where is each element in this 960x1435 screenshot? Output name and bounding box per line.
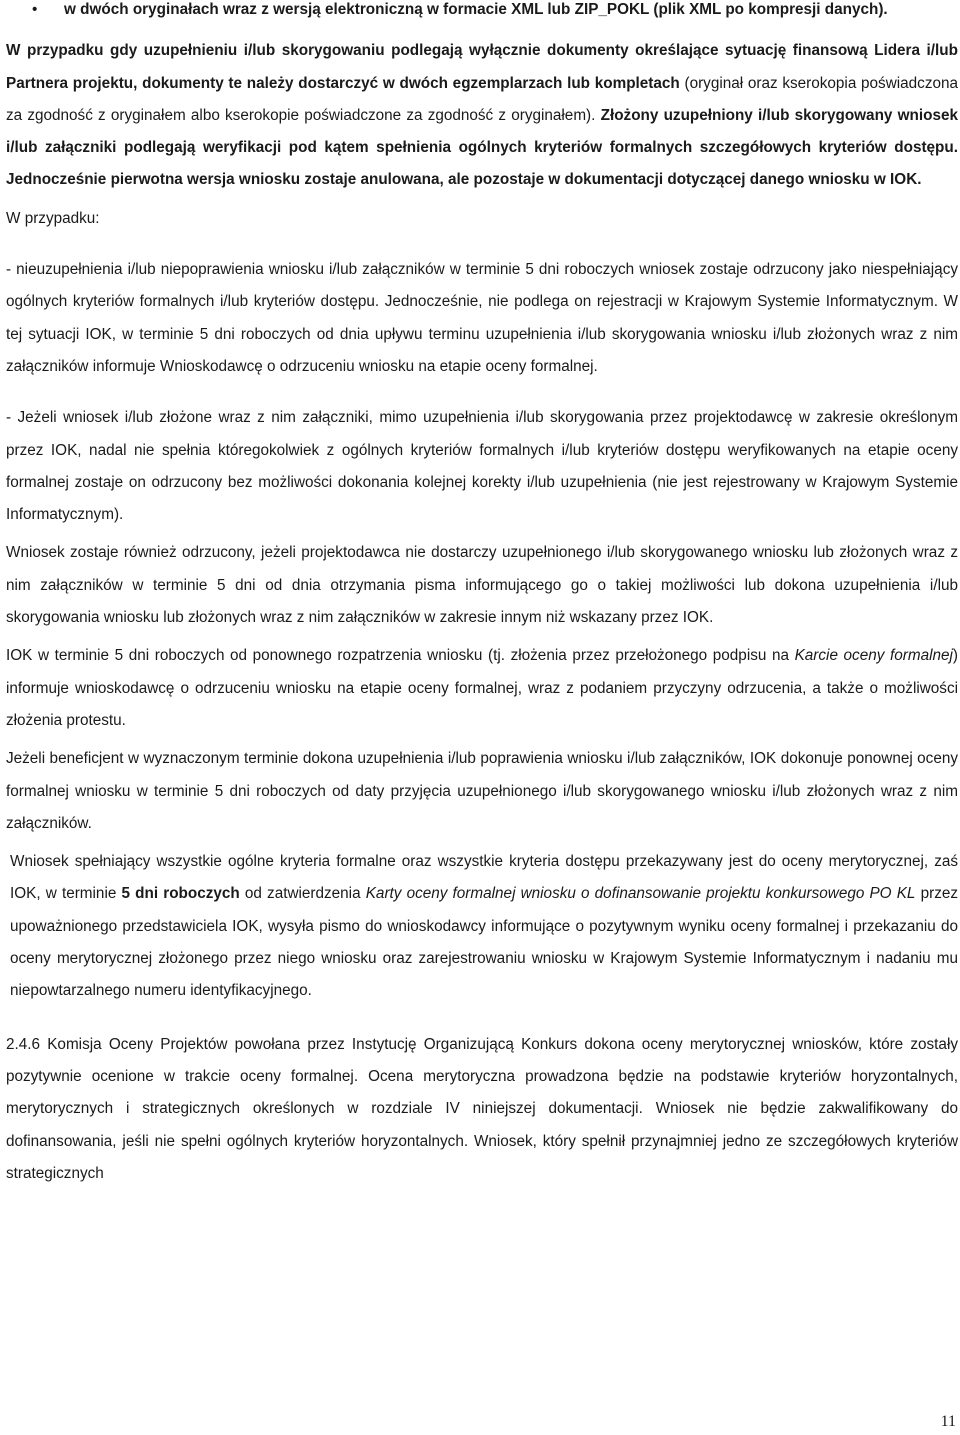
spelniajacy-italic-karta: Karty oceny formalnej wniosku o dofinansowanie projektu konkursowego PO KL [365, 885, 916, 903]
paragraph-beneficjent: Jeżeli beneficjent w wyznaczonym terminie dokona uzupełnienia i/lub poprawienia wniosku i/lub załączników, IOK dokonuje ponownej oceny formalnej wniosku w terminie 5 dni roboczych od daty przyjęcia uzupełnionego i/lub skorygowanego wniosku i/lub złożonych wraz z nim załączników. [6, 750, 958, 832]
bullet-item-xml [6, 0, 958, 26]
financial-documents-normal: (oryginał oraz kserokopia poświadczona za zgodność z oryginałem albo kserokopie poświadczone za zgodność z oryginałem). [6, 74, 958, 124]
page-number: 11 [940, 1413, 956, 1430]
paragraph-wniosek-rowniez: Wniosek zostaje również odrzucony, jeżeli projektodawca nie dostarczy uzupełnionego i/lub skorygowanego wniosku lub złożonych wraz z nim załączników w terminie 5 dni od dnia otrzymania pisma informującego go o takiej możliwości lub dokona uzupełnienia i/lub skorygowania wniosku lub złożonych wraz z nim załączników w zakresie innym niż wskazany przez IOK. [6, 544, 958, 627]
iok-italic-karta: Karcie oceny formalnej [794, 647, 953, 665]
spelniajacy-text-3: przez upoważnionego przedstawiciela IOK, wysyła pismo do wnioskodawcy informujące o pozytywnym wyniku oceny formalnej i przekazaniu do oceny merytorycznej złożonego przez niego wniosku oraz zarejestrowaniu wniosku w Krajowym Systemie Informatycznym i nadaniu mu niepowtarzalnego numeru identyfikacyjnego. [10, 885, 959, 1000]
bullet-dot-icon: • [32, 1, 38, 18]
paragraph-nieuzupelnienie: - nieuzupełnienia i/lub niepoprawienia wniosku i/lub załączników w terminie 5 dni roboczych wniosek zostaje odrzucony jako niespełniający ogólnych kryteriów formalnych i/lub kryteriów dostępu. Jednocześnie, nie podlega on rejestracji w Krajowym Systemie Informatycznym. W tej sytuacji IOK, w terminie 5 dni roboczych od dnia upływu terminu uzupełnienia i/lub skorygowania wniosku i/lub złożonych wraz z nim załączników informuje Wnioskodawcę o odrzuceniu wniosku na etapie oceny formalnej. [6, 261, 958, 375]
spelniajacy-text-2: od zatwierdzenia [239, 885, 366, 903]
paragraph-spelniajacy [6, 846, 958, 1007]
spelniajacy-text-1: Wniosek spełniający wszystkie ogólne kryteria formalne oraz wszystkie kryteria dostępu przekazywany jest do oceny merytorycznej, zaś IOK, w terminie [10, 853, 958, 903]
paragraph-iok [6, 640, 958, 737]
paragraph-w-przypadku: W przypadku: [6, 209, 100, 227]
paragraph-2-4-6: 2.4.6 Komisja Oceny Projektów powołana przez Instytucję Organizującą Konkurs dokona oceny merytorycznej wniosków, które zostały pozytywnie ocenione w trakcie oceny formalnej. Ocena merytoryczna prowadzona będzie na podstawie kryteriów horyzontalnych, merytorycznych i strategicznych określonych w rozdziale IV niniejszej dokumentacji. Wniosek nie będzie zakwalifikowany do dofinansowania, jeśli nie spełni ogólnych kryteriów horyzontalnych. Wniosek, który spełnił przynajmniej jedno ze szczegółowych kryteriów strategicznych [6, 1035, 958, 1182]
spelniajacy-bold-days: 5 dni roboczych [121, 885, 240, 903]
document-page [6, 0, 958, 1190]
paragraph-jezeli: - Jeżeli wniosek i/lub złożone wraz z nim załączniki, mimo uzupełnienia i/lub skorygowania przez projektodawcę w zakresie określonym przez IOK, nadal nie spełnia któregokolwiek z ogólnych kryteriów formalnych i/lub kryteriów dostępu weryfikowanych na etapie oceny formalnej zostaje on odrzucony bez możliwości dokonania kolejnej korekty i/lub uzupełnienia (nie jest rejestrowany w Krajowym Systemie Informatycznym). [6, 409, 958, 524]
verification-bold: Złożony uzupełniony i/lub skorygowany wniosek i/lub załączniki podlegają weryfikacji pod kątem spełnienia ogólnych kryteriów formalnych szczegółowych kryteriów dostępu. Jednocześnie pierwotna wersja wniosku zostaje anulowana, ale pozostaje w dokumentacji dotyczącej danego wniosku w IOK. [6, 106, 958, 189]
iok-text-2: ) informuje wnioskodawcę o odrzuceniu wniosku na etapie oceny formalnej, wraz z podaniem przyczyny odrzucenia, a także o możliwości złożenia protestu. [6, 647, 958, 729]
iok-text-1: IOK w terminie 5 dni roboczych od ponownego rozpatrzenia wniosku (tj. złożenia przez przełożonego podpisu na [6, 647, 795, 665]
bullet-text: w dwóch oryginałach wraz z wersją elektroniczną w formacie XML lub ZIP_POKL (plik XML po kompresji danych). [64, 1, 888, 18]
bullet-list [6, 0, 958, 26]
financial-documents-bold: W przypadku gdy uzupełnieniu i/lub skorygowaniu podlegają wyłącznie dokumenty określające sytuację finansową Lidera i/lub Partnera projektu, dokumenty te należy dostarczyć w dwóch egzemplarzach lub kompletach [6, 42, 958, 92]
paragraph-financial-documents [6, 35, 958, 196]
